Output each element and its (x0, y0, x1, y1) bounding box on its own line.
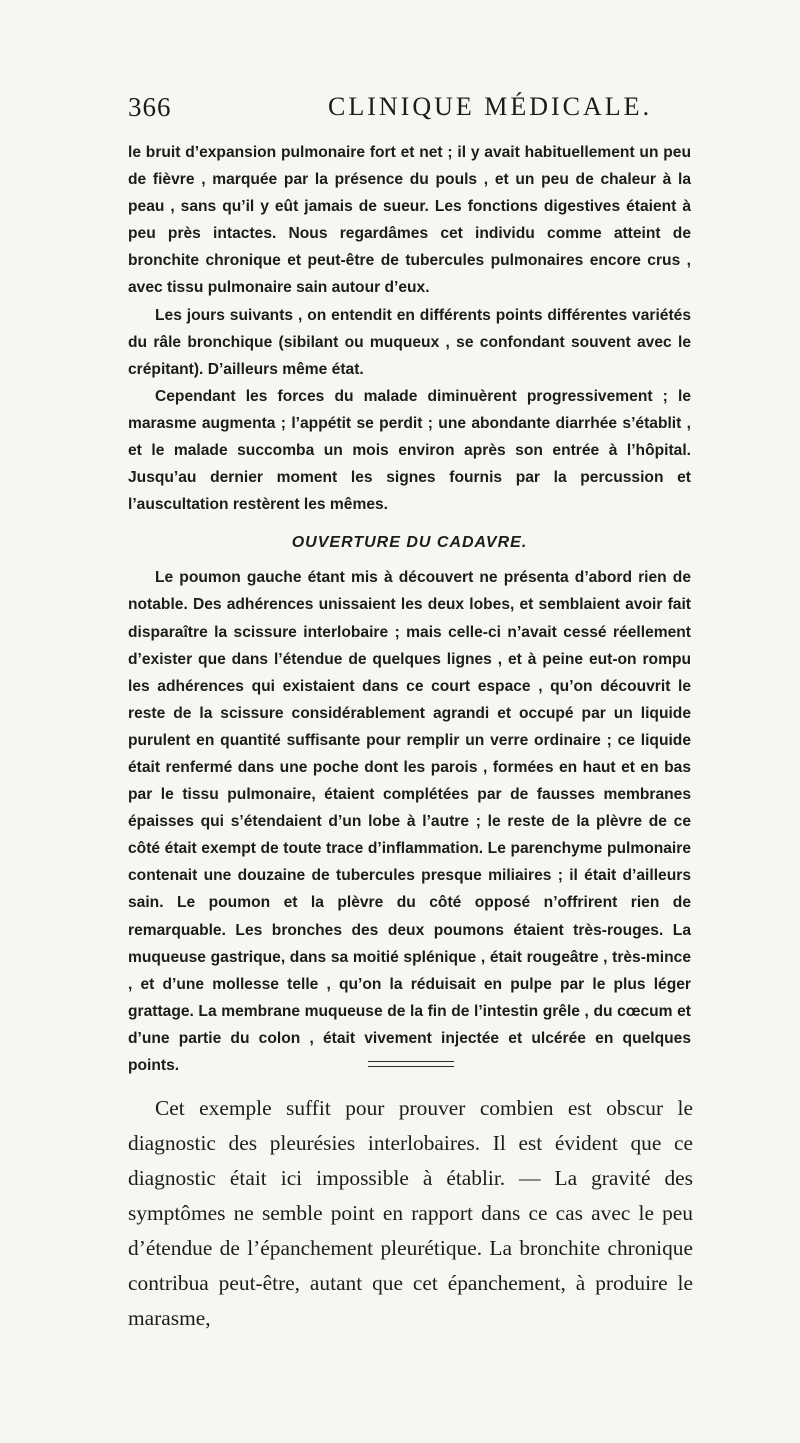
paragraph-commentary: Cet exemple suffit pour prouver combien est obscur le diagnostic des pleurésies interlobaires. Il est évident que ce diagnostic était ici impossible à établir. — La gravité des symptômes ne semble point en rapport dans ce cas avec le peu d’étendue de l’épanchement pleurétique. La bronchite chronique contribua peut-être, autant que cet épanchement, à produire le marasme, (128, 1096, 693, 1330)
section-heading: OUVERTURE DU CADAVRE. (291, 534, 528, 552)
paragraph-following-days: Les jours suivants , on entendit en différents points différentes variétés du râle bronchique (sibilant ou muqueux , se confondant souvent avec le crépitant). D’ailleurs même état. (128, 306, 691, 378)
page-number: 366 (128, 92, 172, 122)
commentary-text (128, 1091, 693, 1336)
section-divider (368, 1061, 454, 1067)
running-head (128, 92, 688, 132)
paragraph-decline: Cependant les forces du malade diminuèrent progressivement ; le marasme augmenta ; l’appétit se perdit ; une abondante diarrhée s’établit , et le malade succomba un mois environ après son entrée à l’hôpital. Jusqu’au dernier moment les signes fournis par la percussion et l’auscultation restèrent les mêmes. (128, 387, 691, 514)
paragraph-symptoms: le bruit d’expansion pulmonaire fort et net ; il y avait habituellement un peu de fièvre , marquée par la présence du pouls , et un peu de chaleur à la peau , sans qu’il y eût jamais de sueur. Les fonctions digestives étaient à peu près intactes. Nous regardâmes cet individu comme atteint de bronchite chronique et peut-être de tubercules pulmonaires encore crus , avec tissu pulmonaire sain autour d’eux. (128, 144, 691, 297)
case-report-text (128, 139, 691, 1079)
paragraph-autopsy: Le poumon gauche étant mis à découvert ne présenta d’abord rien de notable. Des adhérences unissaient les deux lobes, et semblaient avoir fait disparaître la scissure interlobaire ; mais celle-ci n’avait cessé réellement d’exister que dans l’étendue de quelques lignes , et à peine eut-on rompu les adhérences qui existaient dans ce court espace , qu’on découvrit le reste de la scissure considérablement agrandi et occupé par un liquide purulent en quantité suffisante pour remplir un verre ordinaire ; ce liquide était renfermé dans une poche dont les parois , formées en haut et en bas par le tissu pulmonaire, étaient complétées par de fausses membranes épaisses qui s’étendaient d’un lobe à l’autre ; le reste de la plèvre de ce côté était exempt de toute trace d’inflammation. Le parenchyme pulmonaire contenait une douzaine de tubercules presque miliaires ; il était d’ailleurs sain. Le poumon et la plèvre du côté opposé n’offrirent rien de remarquable. Les bronches des deux poumons étaient très-rouges. La muqueuse gastrique, dans sa moitié splénique , était rougeâtre , très-mince , et d’une mollesse telle , qu’on la réduisait en pulpe par le plus léger grattage. La membrane muqueuse de la fin de l’intestin grêle , du cœcum et d’une partie du colon , était vivement injectée et ulcérée en quelques points. (128, 569, 691, 1074)
running-title: CLINIQUE MÉDICALE. (328, 92, 653, 121)
